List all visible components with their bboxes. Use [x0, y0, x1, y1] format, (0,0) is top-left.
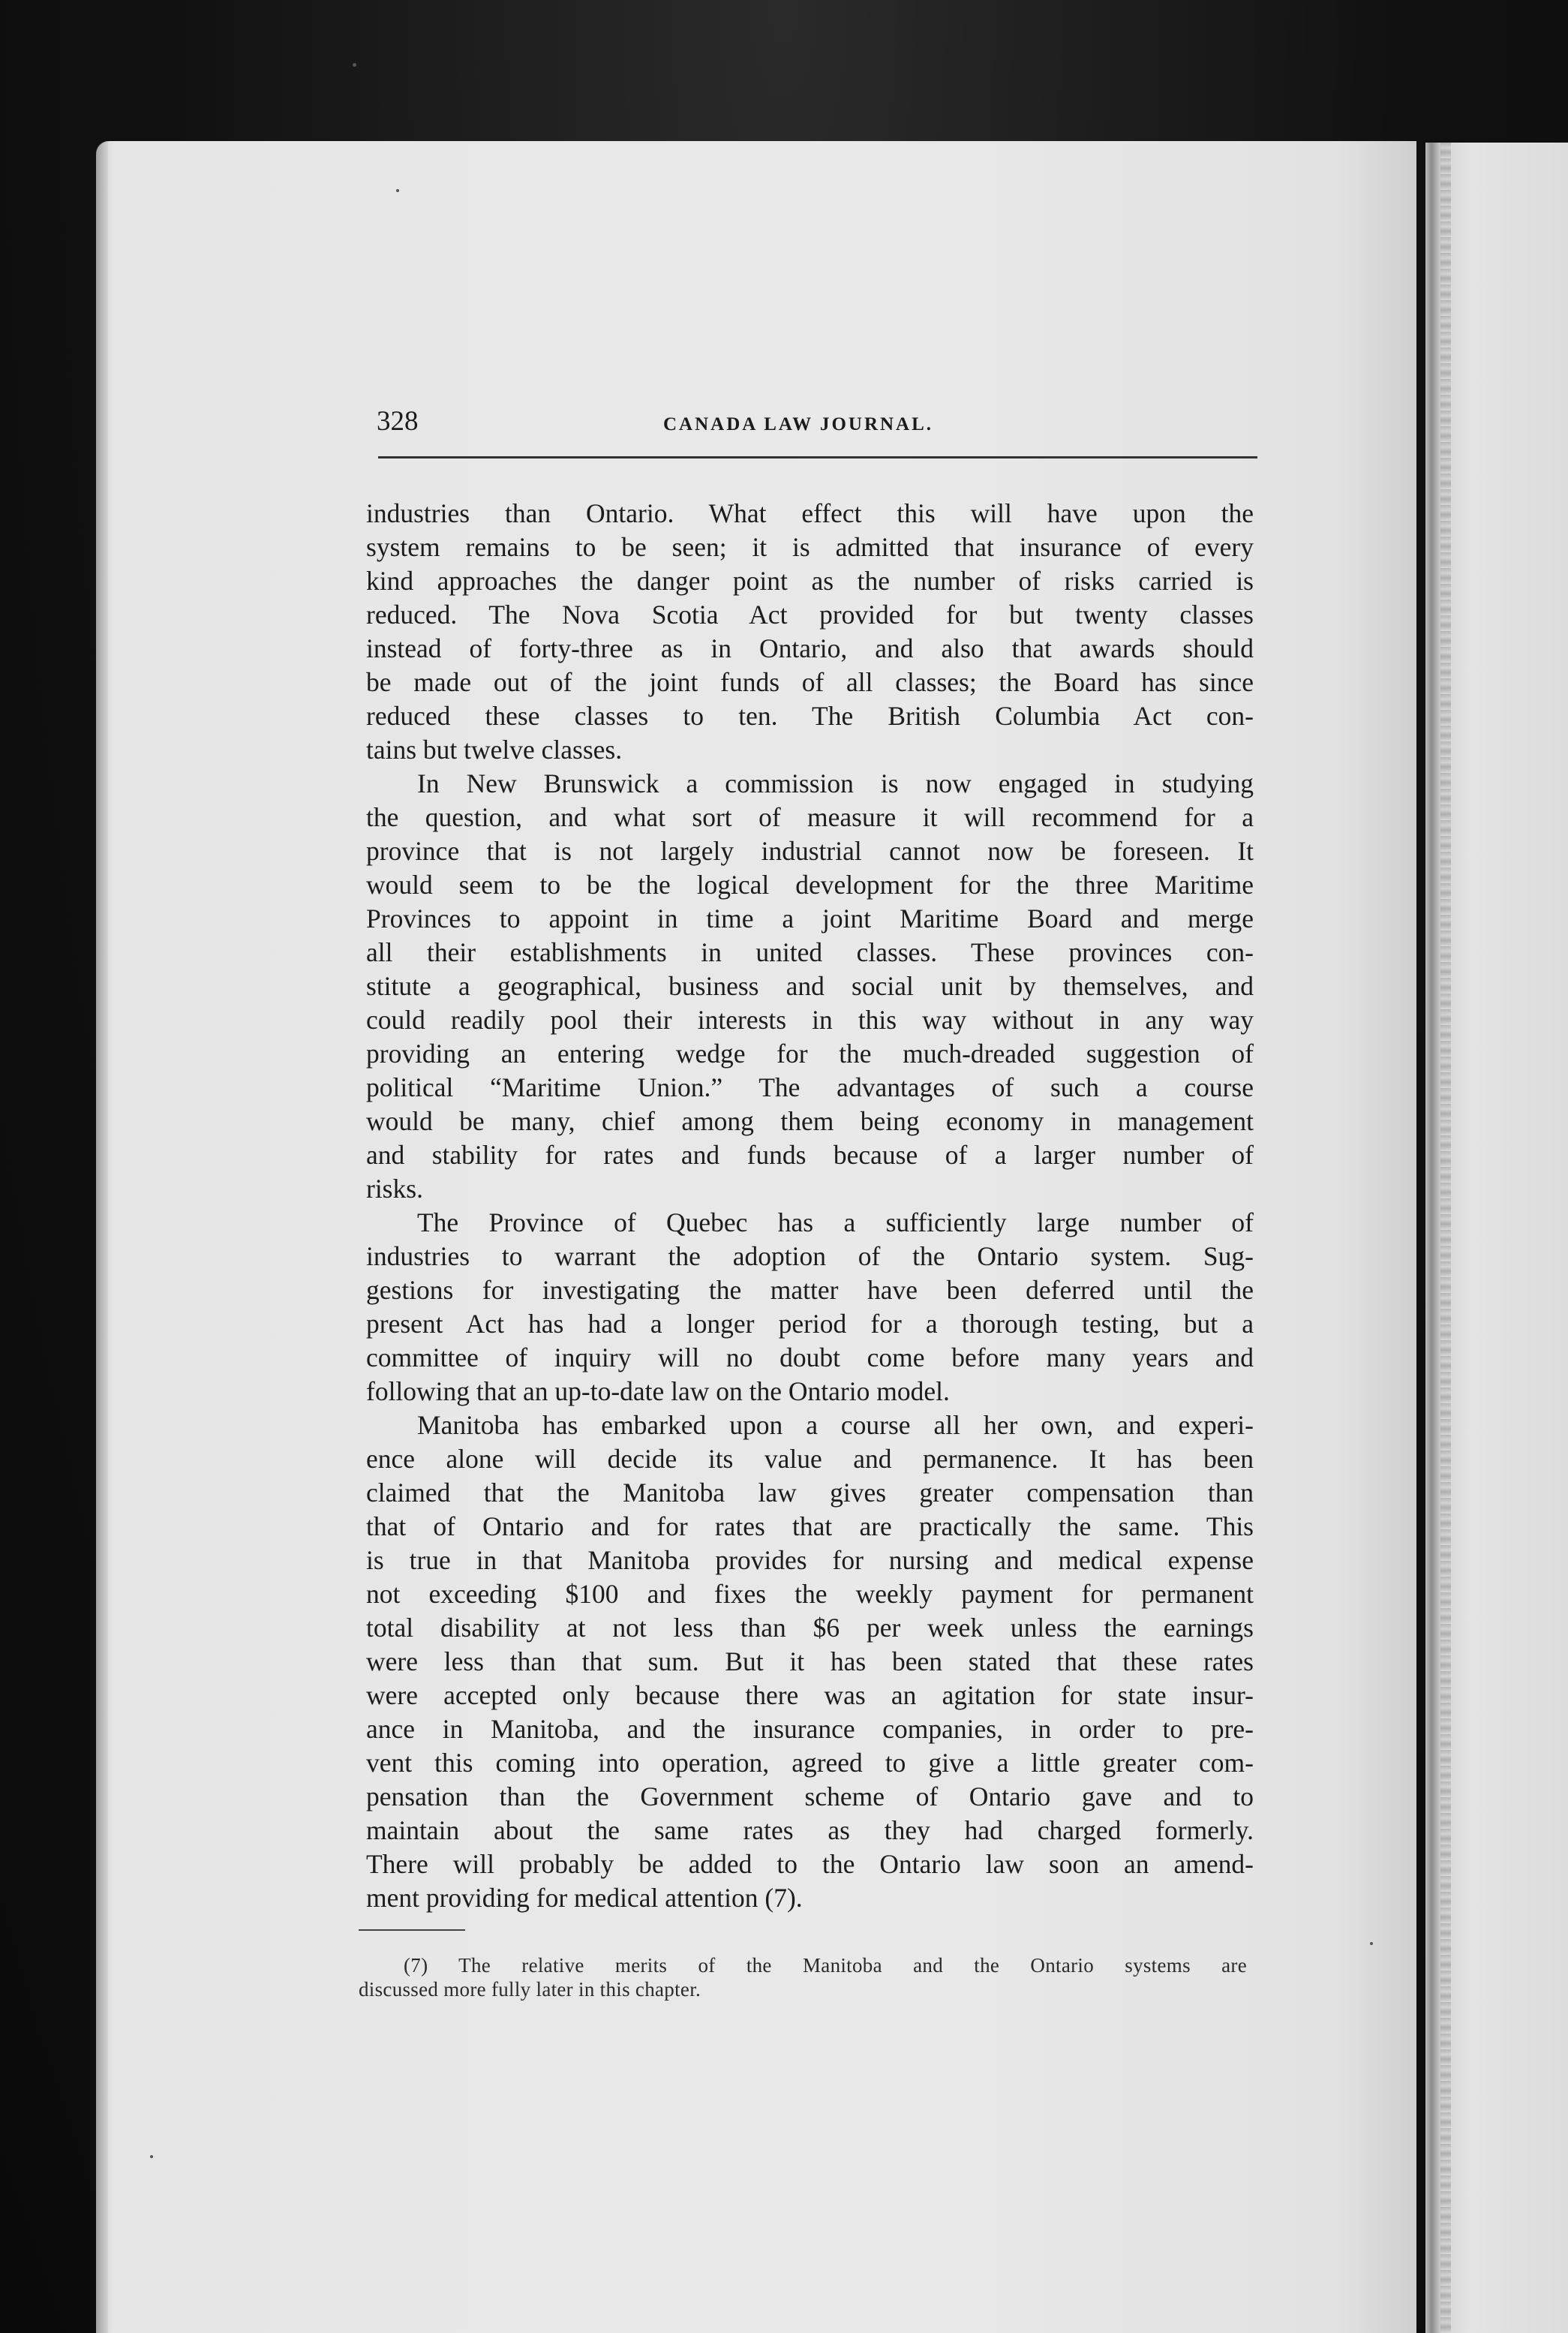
- body-line: industries to warrant the adoption of the Ontario system. Sug-: [366, 1241, 1254, 1271]
- body-line: instead of forty-three as in Ontario, and also that awards should: [366, 633, 1254, 663]
- body-line: system remains to be seen; it is admitted that insurance of every: [366, 532, 1254, 562]
- body-text: [366, 497, 1254, 1915]
- body-line: Manitoba has embarked upon a course all her own, and experi-: [417, 1410, 1254, 1440]
- running-head: [377, 402, 1258, 447]
- body-line: ence alone will decide its value and permanence. It has been: [366, 1444, 1254, 1474]
- body-line: would be many, chief among them being economy in management: [366, 1106, 1254, 1136]
- body-line: could readily pool their interests in this way without in any way: [366, 1005, 1254, 1035]
- body-line: pensation than the Government scheme of Ontario gave and to: [366, 1781, 1254, 1811]
- footnote-line: discussed more fully later in this chapter.: [359, 1978, 701, 2001]
- body-line: gestions for investigating the matter have been deferred until the: [366, 1275, 1254, 1305]
- body-line: vent this coming into operation, agreed to give a little greater com-: [366, 1748, 1254, 1778]
- body-line: risks.: [366, 1174, 423, 1204]
- body-line: were less than that sum. But it has been stated that these rates: [366, 1646, 1254, 1676]
- body-line: present Act has had a longer period for a thorough testing, but a: [366, 1309, 1254, 1339]
- header-rule: [378, 456, 1257, 458]
- body-line: not exceeding $100 and fixes the weekly payment for permanent: [366, 1579, 1254, 1609]
- footnote: [359, 1953, 1247, 2001]
- body-line: stitute a geographical, business and social unit by themselves, and: [366, 971, 1254, 1001]
- body-line: following that an up-to-date law on the Ontario model.: [366, 1376, 950, 1406]
- body-line: be made out of the joint funds of all classes; the Board has since: [366, 667, 1254, 697]
- body-line: would seem to be the logical development for the three Maritime: [366, 870, 1254, 900]
- body-line: all their establishments in united classes. These provinces con-: [366, 937, 1254, 967]
- body-line: The Province of Quebec has a sufficiently large number of: [417, 1207, 1254, 1237]
- facing-page-edge: [1425, 143, 1568, 2333]
- body-line: and stability for rates and funds because of a larger number of: [366, 1140, 1254, 1170]
- dust-speck: [1370, 1942, 1373, 1945]
- body-line: province that is not largely industrial cannot now be foreseen. It: [366, 836, 1254, 866]
- body-line: industries than Ontario. What effect this will have upon the: [366, 498, 1254, 528]
- footnote-rule: [359, 1929, 465, 1931]
- footnote-line: (7) The relative merits of the Manitoba and the Ontario systems are: [404, 1954, 1247, 1977]
- body-line: ance in Manitoba, and the insurance companies, in order to pre-: [366, 1714, 1254, 1744]
- body-line: committee of inquiry will no doubt come before many years and: [366, 1342, 1254, 1372]
- body-line: maintain about the same rates as they had charged formerly.: [366, 1815, 1254, 1845]
- page-number: 328: [377, 406, 419, 437]
- body-line: claimed that the Manitoba law gives greater compensation than: [366, 1478, 1254, 1508]
- body-line: total disability at not less than $6 per week unless the earnings: [366, 1613, 1254, 1643]
- body-line: tains but twelve classes.: [366, 735, 623, 765]
- body-line: the question, and what sort of measure it will recommend for a: [366, 802, 1254, 832]
- dust-speck: [396, 189, 399, 192]
- dust-speck: [353, 63, 356, 67]
- journal-title: CANADA LAW JOURNAL.: [663, 414, 934, 434]
- body-line: that of Ontario and for rates that are practically the same. This: [366, 1511, 1254, 1541]
- body-line: political “Maritime Union.” The advantages of such a course: [366, 1072, 1254, 1102]
- body-line: Provinces to appoint in time a joint Maritime Board and merge: [366, 903, 1254, 934]
- body-line: reduced these classes to ten. The British Columbia Act con-: [366, 701, 1254, 731]
- dust-speck: [150, 2155, 153, 2158]
- body-line: kind approaches the danger point as the number of risks carried is: [366, 566, 1254, 596]
- body-line: were accepted only because there was an agitation for state insur-: [366, 1680, 1254, 1710]
- body-line: There will probably be added to the Ontario law soon an amend-: [366, 1849, 1254, 1879]
- body-line: providing an entering wedge for the much-dreaded suggestion of: [366, 1039, 1254, 1069]
- body-line: reduced. The Nova Scotia Act provided for but twenty classes: [366, 600, 1254, 630]
- body-line: is true in that Manitoba provides for nursing and medical expense: [366, 1545, 1254, 1575]
- body-line: In New Brunswick a commission is now engaged in studying: [417, 768, 1254, 798]
- body-line: ment providing for medical attention (7).: [366, 1883, 803, 1913]
